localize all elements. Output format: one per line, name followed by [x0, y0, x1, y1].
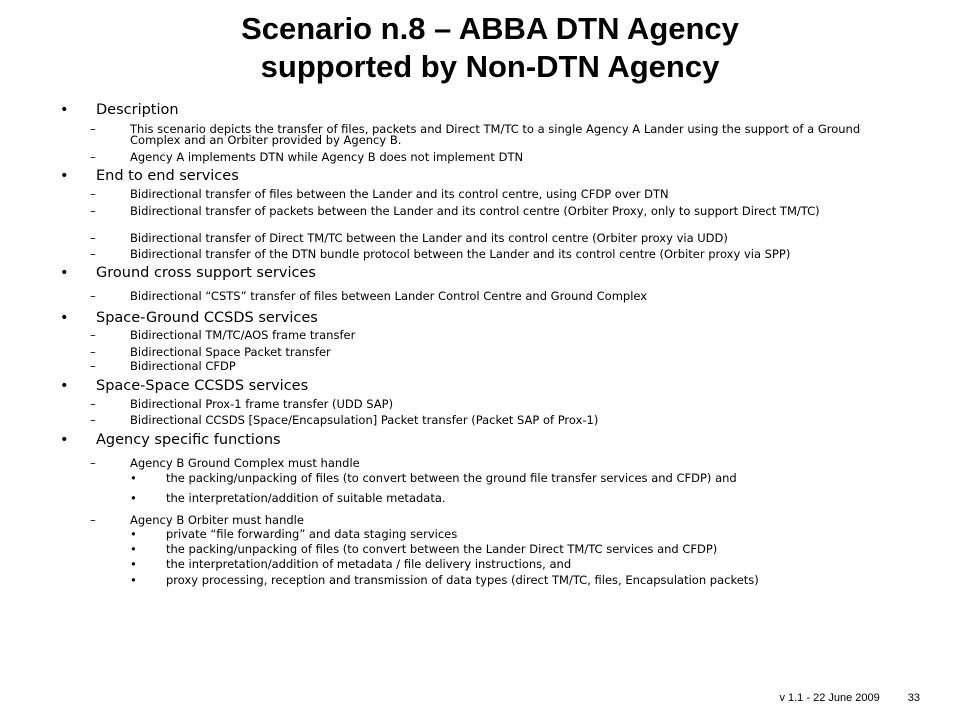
- dash-marker: –: [90, 247, 96, 261]
- list-item: [90, 413, 910, 427]
- bullet-marker: •: [130, 573, 137, 587]
- list-item: [90, 247, 910, 261]
- dash-marker: –: [90, 345, 96, 359]
- sub-list-item: [130, 471, 737, 485]
- sub-list-item-text: private “file forwarding” and data staging services: [166, 527, 458, 541]
- section-heading-end-to-end: [60, 167, 239, 185]
- list-item: [90, 328, 910, 342]
- bullet-marker: •: [130, 491, 137, 505]
- section-heading-agency-specific: [60, 431, 281, 449]
- dash-marker: –: [90, 359, 96, 373]
- section-heading-label: Space-Ground CCSDS services: [96, 310, 318, 326]
- list-item-text: Bidirectional “CSTS” transfer of files between Lander Control Centre and Ground Complex: [130, 289, 648, 303]
- bullet-marker: •: [130, 542, 137, 556]
- bullet-marker: •: [60, 265, 69, 281]
- version-date: v 1.1 - 22 June 2009: [779, 692, 880, 704]
- list-item-text: Bidirectional Space Packet transfer: [130, 345, 331, 359]
- sub-list-item: [130, 542, 718, 556]
- dash-marker: –: [90, 150, 96, 164]
- sub-list-item: [130, 573, 759, 587]
- sub-list-item-text: the interpretation/addition of suitable metadata.: [166, 491, 446, 505]
- section-heading-label: End to end services: [96, 168, 239, 184]
- sub-list-item-text: proxy processing, reception and transmission of data types (direct TM/TC, files, Encapsulation packets): [166, 573, 759, 587]
- dash-marker: –: [90, 122, 96, 136]
- list-item-text: Bidirectional TM/TC/AOS frame transfer: [130, 328, 356, 342]
- section-heading-label: Space-Space CCSDS services: [96, 378, 309, 394]
- list-item-text: Bidirectional transfer of packets between the Lander and its control centre (Orbiter Proxy, only to support Direct TM/TC): [130, 204, 820, 218]
- list-item: [90, 122, 910, 147]
- sub-list-item-text: the packing/unpacking of files (to convert between the ground file transfer services and CFDP) and: [166, 471, 737, 485]
- sub-list-item: [130, 557, 572, 571]
- section-heading-label: Description: [96, 102, 179, 118]
- list-item: [90, 187, 910, 201]
- bullet-marker: •: [60, 168, 69, 184]
- slide-title-line-1: Scenario n.8 – ABBA DTN Agency: [241, 11, 739, 46]
- bullet-marker: •: [130, 557, 137, 571]
- list-item-text: Bidirectional CFDP: [130, 359, 236, 373]
- sub-list-item-text: the interpretation/addition of metadata / file delivery instructions, and: [166, 557, 572, 571]
- list-item: [90, 513, 910, 527]
- list-item-text: This scenario depicts the transfer of files, packets and Direct TM/TC to a single Agency A Lander using the support of a Ground Complex and an Orbiter provided by Agency B.: [130, 122, 861, 147]
- bullet-marker: •: [60, 432, 69, 448]
- bullet-marker: •: [60, 310, 69, 326]
- section-heading-label: Ground cross support services: [96, 265, 316, 281]
- list-item-text: Bidirectional transfer of Direct TM/TC between the Lander and its control centre (Orbiter proxy via UDD): [130, 231, 728, 245]
- dash-marker: –: [90, 413, 96, 427]
- list-item: [90, 150, 910, 164]
- dash-marker: –: [90, 397, 96, 411]
- sub-list-item: [130, 491, 446, 505]
- page-number: 33: [907, 692, 920, 704]
- list-item: [90, 456, 910, 470]
- bullet-marker: •: [60, 102, 69, 118]
- list-item: [90, 345, 910, 359]
- list-item-text: Bidirectional transfer of files between the Lander and its control centre, using CFDP over DTN: [130, 187, 669, 201]
- dash-marker: –: [90, 231, 96, 245]
- section-heading-ground-cross-support: [60, 264, 316, 282]
- section-heading-label: Agency specific functions: [96, 432, 281, 448]
- slide-footer: [779, 692, 920, 704]
- list-item: [90, 359, 910, 373]
- dash-marker: –: [90, 289, 96, 303]
- sub-list-item-text: the packing/unpacking of files (to convert between the Lander Direct TM/TC services and CFDP): [166, 542, 718, 556]
- dash-marker: –: [90, 456, 96, 470]
- list-item: [90, 231, 910, 245]
- list-item-text: Bidirectional transfer of the DTN bundle protocol between the Lander and its control centre (Orbiter proxy via SPP): [130, 247, 791, 261]
- slide-title-line-2: supported by Non-DTN Agency: [260, 49, 720, 84]
- list-item: [90, 397, 910, 411]
- section-heading-space-ground: [60, 309, 318, 327]
- sub-list-item: [130, 527, 458, 541]
- list-item-text: Agency B Ground Complex must handle: [130, 456, 360, 470]
- dash-marker: –: [90, 328, 96, 342]
- list-item-text: Agency A implements DTN while Agency B does not implement DTN: [130, 150, 524, 164]
- list-item: [90, 289, 910, 303]
- bullet-marker: •: [60, 378, 69, 394]
- dash-marker: –: [90, 204, 96, 218]
- section-heading-space-space: [60, 377, 309, 395]
- section-heading-description: [60, 101, 179, 119]
- list-item-text: Bidirectional Prox-1 frame transfer (UDD SAP): [130, 397, 394, 411]
- bullet-marker: •: [130, 471, 137, 485]
- list-item-text: Bidirectional CCSDS [Space/Encapsulation] Packet transfer (Packet SAP of Prox-1): [130, 413, 599, 427]
- bullet-marker: •: [130, 527, 137, 541]
- dash-marker: –: [90, 187, 96, 201]
- list-item-text: Agency B Orbiter must handle: [130, 513, 304, 527]
- dash-marker: –: [90, 513, 96, 527]
- list-item: [90, 204, 910, 218]
